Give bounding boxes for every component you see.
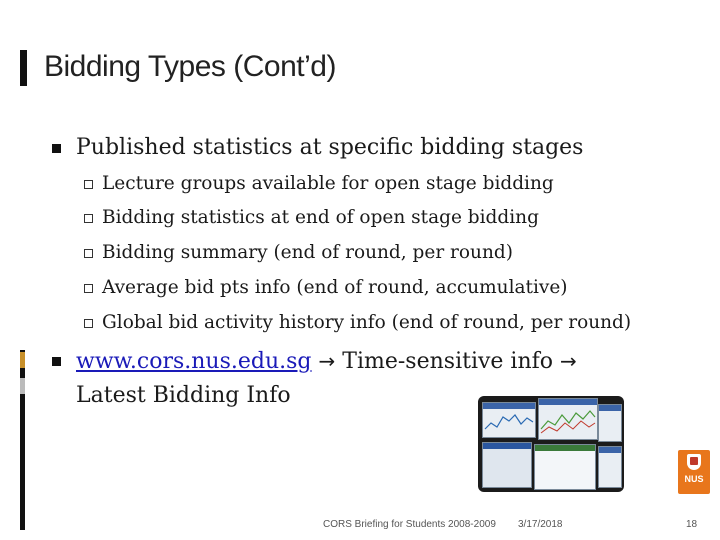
sub-bullet-square-icon: [84, 249, 93, 258]
screen-thumb: [482, 442, 532, 488]
chart-thumb-icon: [539, 405, 597, 439]
nav-step-latest-bidding: Latest Bidding Info: [76, 383, 291, 408]
bullet-square-icon: [52, 357, 61, 366]
sub-bullet-square-icon: [84, 214, 93, 223]
screen-thumb: [538, 398, 598, 440]
screenshot-collage-image: [478, 396, 624, 492]
footer-date: 3/17/2018: [518, 519, 563, 530]
bullet-published-statistics: Published statistics at specific bidding stages: [76, 135, 584, 160]
nus-crest-icon: [687, 454, 701, 470]
bullet-square-icon: [52, 144, 61, 153]
sub-bullet-square-icon: [84, 319, 93, 328]
screen-thumb: [482, 402, 536, 438]
nus-logo-icon: [678, 450, 710, 494]
screen-thumb: [534, 444, 596, 490]
sub-bullet-square-icon: [84, 180, 93, 189]
left-accent-rule: [20, 350, 25, 530]
accent-swatch-gray: [20, 378, 25, 394]
page-number: 18: [686, 519, 698, 530]
title-accent-bar: [20, 50, 27, 86]
accent-swatch-gold: [20, 352, 25, 368]
sub-bullet: Average bid pts info (end of round, accumulative): [102, 277, 568, 298]
slide-title: Bidding Types (Cont’d): [44, 50, 336, 83]
screen-thumb: [598, 404, 622, 442]
sub-bullet: Bidding summary (end of round, per round): [102, 242, 513, 263]
sub-bullet: Bidding statistics at end of open stage bidding: [102, 207, 539, 228]
bullet-navigation-path: [76, 347, 636, 376]
sub-bullet-square-icon: [84, 284, 93, 293]
right-arrow-icon: →: [318, 349, 336, 373]
sub-bullet: Global bid activity history info (end of round, per round): [102, 312, 632, 333]
cors-website-link[interactable]: www.cors.nus.edu.sg: [76, 349, 312, 374]
nav-step-time-sensitive: Time-sensitive info: [342, 349, 554, 374]
screen-thumb: [598, 446, 622, 488]
sub-bullet: Lecture groups available for open stage bidding: [102, 173, 554, 194]
right-arrow-icon: →: [560, 349, 577, 373]
chart-thumb-icon: [483, 409, 535, 437]
nus-logo-text: NUS: [684, 474, 704, 484]
footer-caption: CORS Briefing for Students 2008-2009: [323, 519, 496, 530]
